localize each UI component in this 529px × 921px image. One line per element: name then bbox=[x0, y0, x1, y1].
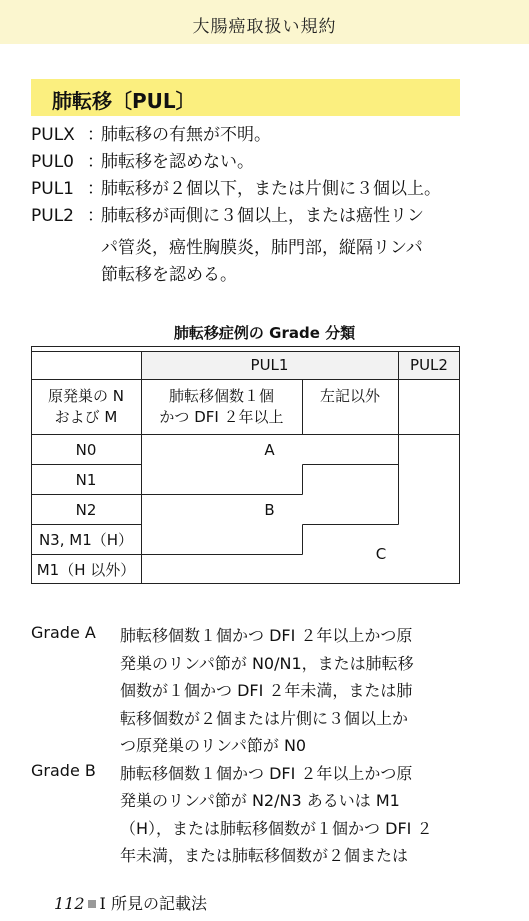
definition-text: 肺転移が両側に３個以上，または癌性リン bbox=[101, 206, 424, 226]
definition-code: PUL1 bbox=[31, 179, 74, 199]
grade-b-label: B bbox=[264, 501, 275, 519]
header-pul1: PUL1 bbox=[250, 356, 289, 374]
header-pul2: PUL2 bbox=[410, 356, 448, 374]
page-footer bbox=[54, 891, 207, 914]
grade-a-line: 肺転移個数１個かつ DFI ２年以上かつ原 bbox=[120, 626, 413, 645]
definition-text: 肺転移の有無が不明。 bbox=[101, 125, 271, 145]
grade-a-label: A bbox=[264, 441, 275, 459]
row-header-n0: N0 bbox=[75, 441, 97, 459]
grade-b-title: Grade B bbox=[31, 761, 96, 780]
grade-a-line: 個数が１個かつ DFI ２年未満，または肺 bbox=[120, 681, 413, 700]
page-header-title: 大腸癌取扱い規約 bbox=[192, 17, 337, 37]
grade-a-title: Grade A bbox=[31, 623, 96, 642]
definition-colon: ： bbox=[87, 206, 104, 226]
grade-b-line: （H），または肺転移個数が１個かつ DFI ２ bbox=[120, 819, 433, 838]
grade-a-line: 発巣のリンパ節が N0/N1，または肺転移 bbox=[120, 654, 414, 673]
table-caption: 肺転移症例の Grade 分類 bbox=[173, 324, 356, 342]
definition-continuation: パ管炎，癌性胸膜炎，肺門部，縦隔リンパ bbox=[101, 238, 423, 258]
header-pul1-sub1-line2: かつ DFI ２年以上 bbox=[159, 408, 284, 426]
definition-code: PUL2 bbox=[31, 206, 74, 226]
footer-square-icon bbox=[88, 900, 96, 908]
definition-code: PUL0 bbox=[31, 152, 74, 172]
footer-chapter: Ⅰ 所見の記載法 bbox=[99, 894, 207, 913]
grade-a-line: つ原発巣のリンパ節が N0 bbox=[120, 736, 307, 755]
row-header-n2: N2 bbox=[75, 501, 97, 519]
row-header-n1: N1 bbox=[75, 471, 97, 489]
row-header-m1-other: M1（H 以外） bbox=[36, 561, 136, 579]
row-header-n3-m1h: N3, M1（H） bbox=[38, 531, 134, 549]
header-corner-line2: および M bbox=[54, 408, 118, 426]
grade-b-line: 年未満，または肺転移個数が２個または bbox=[120, 846, 409, 865]
definition-text: 肺転移が２個以下，または片側に３個以上。 bbox=[101, 179, 441, 199]
grade-b-line: 発巣のリンパ節が N2/N3 あるいは M1 bbox=[120, 791, 400, 810]
definition-code: PULX bbox=[31, 125, 75, 145]
definition-text: 肺転移を認めない。 bbox=[101, 152, 254, 172]
page-number: 112 bbox=[54, 894, 85, 913]
definition-colon: ： bbox=[87, 179, 104, 199]
header-pul1-sub1-line1: 肺転移個数１個 bbox=[168, 387, 274, 405]
header-pul1-sub2: 左記以外 bbox=[319, 387, 380, 405]
grade-b-line: 肺転移個数１個かつ DFI ２年以上かつ原 bbox=[120, 764, 413, 783]
definition-colon: ： bbox=[87, 125, 104, 145]
section-title: 肺転移〔PUL〕 bbox=[52, 89, 196, 113]
definition-continuation: 節転移を認める。 bbox=[101, 265, 237, 285]
definition-colon: ： bbox=[87, 152, 104, 172]
grade-c-label: C bbox=[375, 545, 387, 563]
grade-a-line: 転移個数が２個または片側に３個以上か bbox=[120, 709, 409, 728]
header-corner-line1: 原発巣の N bbox=[48, 387, 124, 405]
